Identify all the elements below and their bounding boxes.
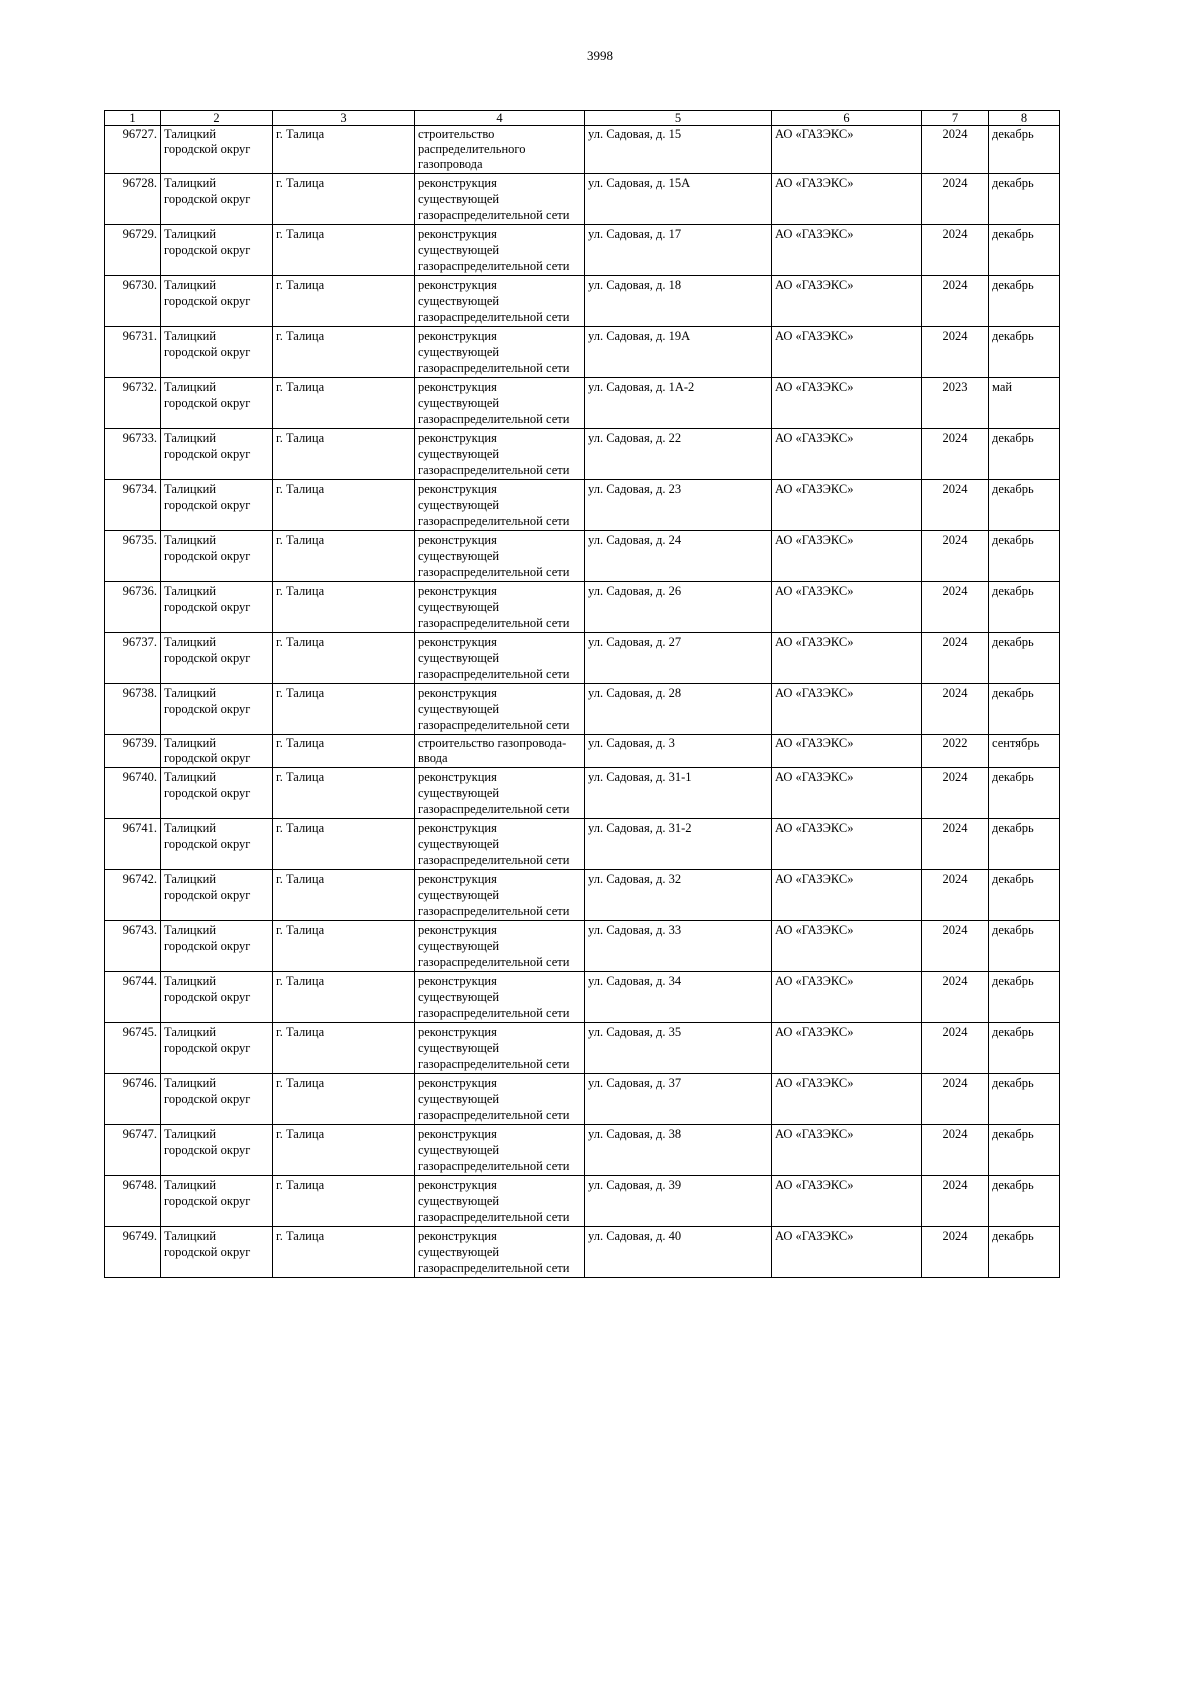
table-row	[105, 480, 1060, 531]
row-month: декабрь	[989, 1227, 1060, 1278]
table-row	[105, 1125, 1060, 1176]
row-address: ул. Садовая, д. 15	[585, 126, 772, 174]
column-header: 3	[273, 111, 415, 126]
table-row	[105, 174, 1060, 225]
table-row	[105, 819, 1060, 870]
column-header: 6	[772, 111, 922, 126]
row-year: 2024	[922, 684, 989, 735]
column-header: 4	[415, 111, 585, 126]
row-year: 2024	[922, 819, 989, 870]
row-month: декабрь	[989, 684, 1060, 735]
column-header: 1	[105, 111, 161, 126]
gas-network-table	[104, 110, 1060, 1278]
row-month: декабрь	[989, 1074, 1060, 1125]
row-locality: г. Талица	[273, 684, 415, 735]
row-organization: АО «ГАЗЭКС»	[772, 972, 922, 1023]
row-district: Талицкий городской округ	[161, 1125, 273, 1176]
row-year: 2024	[922, 1023, 989, 1074]
row-year: 2024	[922, 174, 989, 225]
row-year: 2024	[922, 1074, 989, 1125]
row-locality: г. Талица	[273, 768, 415, 819]
row-address: ул. Садовая, д. 37	[585, 1074, 772, 1125]
row-work-type: реконструкция существующей газораспределительной сети	[415, 327, 585, 378]
row-number: 96728.	[105, 174, 161, 225]
row-month: декабрь	[989, 531, 1060, 582]
row-locality: г. Талица	[273, 819, 415, 870]
table-row	[105, 1227, 1060, 1278]
row-district: Талицкий городской округ	[161, 531, 273, 582]
row-locality: г. Талица	[273, 1176, 415, 1227]
row-district: Талицкий городской округ	[161, 1074, 273, 1125]
row-district: Талицкий городской округ	[161, 870, 273, 921]
row-locality: г. Талица	[273, 126, 415, 174]
row-locality: г. Талица	[273, 582, 415, 633]
row-district: Талицкий городской округ	[161, 819, 273, 870]
row-work-type: реконструкция существующей газораспределительной сети	[415, 1176, 585, 1227]
row-organization: АО «ГАЗЭКС»	[772, 378, 922, 429]
table-row	[105, 276, 1060, 327]
row-locality: г. Талица	[273, 921, 415, 972]
row-year: 2024	[922, 972, 989, 1023]
row-organization: АО «ГАЗЭКС»	[772, 870, 922, 921]
table-row	[105, 633, 1060, 684]
row-number: 96735.	[105, 531, 161, 582]
row-organization: АО «ГАЗЭКС»	[772, 819, 922, 870]
row-address: ул. Садовая, д. 40	[585, 1227, 772, 1278]
row-district: Талицкий городской округ	[161, 972, 273, 1023]
row-address: ул. Садовая, д. 17	[585, 225, 772, 276]
column-header: 7	[922, 111, 989, 126]
row-district: Талицкий городской округ	[161, 126, 273, 174]
row-organization: АО «ГАЗЭКС»	[772, 1176, 922, 1227]
column-header: 5	[585, 111, 772, 126]
row-locality: г. Талица	[273, 1023, 415, 1074]
row-year: 2024	[922, 870, 989, 921]
row-district: Талицкий городской округ	[161, 225, 273, 276]
row-address: ул. Садовая, д. 1А-2	[585, 378, 772, 429]
row-number: 96741.	[105, 819, 161, 870]
column-header: 8	[989, 111, 1060, 126]
row-month: декабрь	[989, 276, 1060, 327]
row-number: 96734.	[105, 480, 161, 531]
row-address: ул. Садовая, д. 31-1	[585, 768, 772, 819]
row-district: Талицкий городской округ	[161, 921, 273, 972]
row-work-type: реконструкция существующей газораспределительной сети	[415, 1023, 585, 1074]
row-address: ул. Садовая, д. 23	[585, 480, 772, 531]
row-number: 96749.	[105, 1227, 161, 1278]
row-organization: АО «ГАЗЭКС»	[772, 1023, 922, 1074]
row-address: ул. Садовая, д. 32	[585, 870, 772, 921]
header-row	[105, 111, 1060, 126]
row-work-type: строительство распределительного газопровода	[415, 126, 585, 174]
table-row	[105, 126, 1060, 174]
row-month: декабрь	[989, 1176, 1060, 1227]
row-month: декабрь	[989, 972, 1060, 1023]
row-work-type: реконструкция существующей газораспределительной сети	[415, 1074, 585, 1125]
row-address: ул. Садовая, д. 31-2	[585, 819, 772, 870]
row-number: 96745.	[105, 1023, 161, 1074]
row-month: декабрь	[989, 921, 1060, 972]
row-work-type: реконструкция существующей газораспределительной сети	[415, 429, 585, 480]
row-month: декабрь	[989, 174, 1060, 225]
row-year: 2024	[922, 633, 989, 684]
row-work-type: реконструкция существующей газораспределительной сети	[415, 225, 585, 276]
table-row	[105, 870, 1060, 921]
row-address: ул. Садовая, д. 22	[585, 429, 772, 480]
page-number: 3998	[587, 48, 613, 63]
row-locality: г. Талица	[273, 1227, 415, 1278]
row-work-type: реконструкция существующей газораспределительной сети	[415, 276, 585, 327]
row-month: декабрь	[989, 819, 1060, 870]
row-address: ул. Садовая, д. 26	[585, 582, 772, 633]
table-row	[105, 921, 1060, 972]
row-locality: г. Талица	[273, 531, 415, 582]
row-year: 2022	[922, 735, 989, 768]
table-row	[105, 735, 1060, 768]
row-year: 2024	[922, 531, 989, 582]
row-month: сентябрь	[989, 735, 1060, 768]
table-row	[105, 531, 1060, 582]
row-year: 2024	[922, 768, 989, 819]
row-address: ул. Садовая, д. 33	[585, 921, 772, 972]
row-locality: г. Талица	[273, 225, 415, 276]
row-district: Талицкий городской округ	[161, 1176, 273, 1227]
table-row	[105, 768, 1060, 819]
row-organization: АО «ГАЗЭКС»	[772, 126, 922, 174]
row-district: Талицкий городской округ	[161, 276, 273, 327]
row-number: 96748.	[105, 1176, 161, 1227]
row-number: 96740.	[105, 768, 161, 819]
row-month: декабрь	[989, 327, 1060, 378]
table-row	[105, 582, 1060, 633]
row-number: 96747.	[105, 1125, 161, 1176]
row-district: Талицкий городской округ	[161, 378, 273, 429]
row-organization: АО «ГАЗЭКС»	[772, 633, 922, 684]
row-locality: г. Талица	[273, 276, 415, 327]
row-work-type: реконструкция существующей газораспределительной сети	[415, 870, 585, 921]
row-district: Талицкий городской округ	[161, 684, 273, 735]
row-year: 2024	[922, 1176, 989, 1227]
row-district: Талицкий городской округ	[161, 582, 273, 633]
row-month: декабрь	[989, 582, 1060, 633]
row-address: ул. Садовая, д. 24	[585, 531, 772, 582]
row-month: декабрь	[989, 633, 1060, 684]
row-year: 2024	[922, 429, 989, 480]
row-organization: АО «ГАЗЭКС»	[772, 768, 922, 819]
row-number: 96742.	[105, 870, 161, 921]
row-organization: АО «ГАЗЭКС»	[772, 174, 922, 225]
row-district: Талицкий городской округ	[161, 735, 273, 768]
row-locality: г. Талица	[273, 870, 415, 921]
row-address: ул. Садовая, д. 39	[585, 1176, 772, 1227]
row-district: Талицкий городской округ	[161, 480, 273, 531]
row-locality: г. Талица	[273, 1074, 415, 1125]
row-month: декабрь	[989, 480, 1060, 531]
row-number: 96733.	[105, 429, 161, 480]
row-number: 96736.	[105, 582, 161, 633]
table-row	[105, 225, 1060, 276]
row-year: 2024	[922, 225, 989, 276]
row-address: ул. Садовая, д. 27	[585, 633, 772, 684]
row-month: декабрь	[989, 1125, 1060, 1176]
row-number: 96739.	[105, 735, 161, 768]
table-row	[105, 1074, 1060, 1125]
row-month: май	[989, 378, 1060, 429]
row-work-type: реконструкция существующей газораспределительной сети	[415, 972, 585, 1023]
row-organization: АО «ГАЗЭКС»	[772, 1074, 922, 1125]
row-work-type: реконструкция существующей газораспределительной сети	[415, 633, 585, 684]
row-work-type: строительство газопровода-ввода	[415, 735, 585, 768]
row-locality: г. Талица	[273, 735, 415, 768]
row-month: декабрь	[989, 126, 1060, 174]
row-organization: АО «ГАЗЭКС»	[772, 735, 922, 768]
row-organization: АО «ГАЗЭКС»	[772, 531, 922, 582]
row-work-type: реконструкция существующей газораспределительной сети	[415, 378, 585, 429]
row-year: 2023	[922, 378, 989, 429]
table-body	[105, 126, 1060, 1278]
row-number: 96746.	[105, 1074, 161, 1125]
column-header: 2	[161, 111, 273, 126]
row-organization: АО «ГАЗЭКС»	[772, 921, 922, 972]
row-locality: г. Талица	[273, 480, 415, 531]
row-address: ул. Садовая, д. 3	[585, 735, 772, 768]
row-address: ул. Садовая, д. 38	[585, 1125, 772, 1176]
row-locality: г. Талица	[273, 633, 415, 684]
row-work-type: реконструкция существующей газораспределительной сети	[415, 1125, 585, 1176]
row-address: ул. Садовая, д. 18	[585, 276, 772, 327]
row-work-type: реконструкция существующей газораспределительной сети	[415, 921, 585, 972]
row-number: 96730.	[105, 276, 161, 327]
row-work-type: реконструкция существующей газораспределительной сети	[415, 174, 585, 225]
table-row	[105, 972, 1060, 1023]
row-number: 96743.	[105, 921, 161, 972]
row-locality: г. Талица	[273, 174, 415, 225]
row-number: 96731.	[105, 327, 161, 378]
row-work-type: реконструкция существующей газораспределительной сети	[415, 1227, 585, 1278]
row-work-type: реконструкция существующей газораспределительной сети	[415, 768, 585, 819]
table-row	[105, 429, 1060, 480]
row-organization: АО «ГАЗЭКС»	[772, 1227, 922, 1278]
row-address: ул. Садовая, д. 28	[585, 684, 772, 735]
row-address: ул. Садовая, д. 35	[585, 1023, 772, 1074]
row-address: ул. Садовая, д. 19А	[585, 327, 772, 378]
row-number: 96732.	[105, 378, 161, 429]
row-number: 96737.	[105, 633, 161, 684]
table-row	[105, 378, 1060, 429]
table-row	[105, 1023, 1060, 1074]
row-month: декабрь	[989, 870, 1060, 921]
row-locality: г. Талица	[273, 1125, 415, 1176]
row-number: 96738.	[105, 684, 161, 735]
row-organization: АО «ГАЗЭКС»	[772, 327, 922, 378]
row-organization: АО «ГАЗЭКС»	[772, 480, 922, 531]
row-locality: г. Талица	[273, 429, 415, 480]
row-locality: г. Талица	[273, 378, 415, 429]
row-number: 96744.	[105, 972, 161, 1023]
row-address: ул. Садовая, д. 34	[585, 972, 772, 1023]
row-work-type: реконструкция существующей газораспределительной сети	[415, 531, 585, 582]
row-year: 2024	[922, 1227, 989, 1278]
table-row	[105, 684, 1060, 735]
row-month: декабрь	[989, 225, 1060, 276]
row-year: 2024	[922, 126, 989, 174]
row-number: 96727.	[105, 126, 161, 174]
row-year: 2024	[922, 480, 989, 531]
row-organization: АО «ГАЗЭКС»	[772, 1125, 922, 1176]
row-number: 96729.	[105, 225, 161, 276]
row-district: Талицкий городской округ	[161, 174, 273, 225]
row-locality: г. Талица	[273, 972, 415, 1023]
row-district: Талицкий городской округ	[161, 429, 273, 480]
row-district: Талицкий городской округ	[161, 768, 273, 819]
row-work-type: реконструкция существующей газораспределительной сети	[415, 819, 585, 870]
row-work-type: реконструкция существующей газораспределительной сети	[415, 582, 585, 633]
row-district: Талицкий городской округ	[161, 327, 273, 378]
row-year: 2024	[922, 1125, 989, 1176]
row-organization: АО «ГАЗЭКС»	[772, 582, 922, 633]
row-work-type: реконструкция существующей газораспределительной сети	[415, 480, 585, 531]
table-row	[105, 327, 1060, 378]
row-month: декабрь	[989, 1023, 1060, 1074]
row-district: Талицкий городской округ	[161, 1227, 273, 1278]
row-district: Талицкий городской округ	[161, 1023, 273, 1074]
row-organization: АО «ГАЗЭКС»	[772, 684, 922, 735]
table-row	[105, 1176, 1060, 1227]
row-organization: АО «ГАЗЭКС»	[772, 276, 922, 327]
row-address: ул. Садовая, д. 15А	[585, 174, 772, 225]
row-year: 2024	[922, 276, 989, 327]
row-year: 2024	[922, 327, 989, 378]
row-work-type: реконструкция существующей газораспределительной сети	[415, 684, 585, 735]
row-month: декабрь	[989, 768, 1060, 819]
row-month: декабрь	[989, 429, 1060, 480]
row-district: Талицкий городской округ	[161, 633, 273, 684]
row-locality: г. Талица	[273, 327, 415, 378]
row-year: 2024	[922, 582, 989, 633]
row-year: 2024	[922, 921, 989, 972]
row-organization: АО «ГАЗЭКС»	[772, 225, 922, 276]
row-organization: АО «ГАЗЭКС»	[772, 429, 922, 480]
